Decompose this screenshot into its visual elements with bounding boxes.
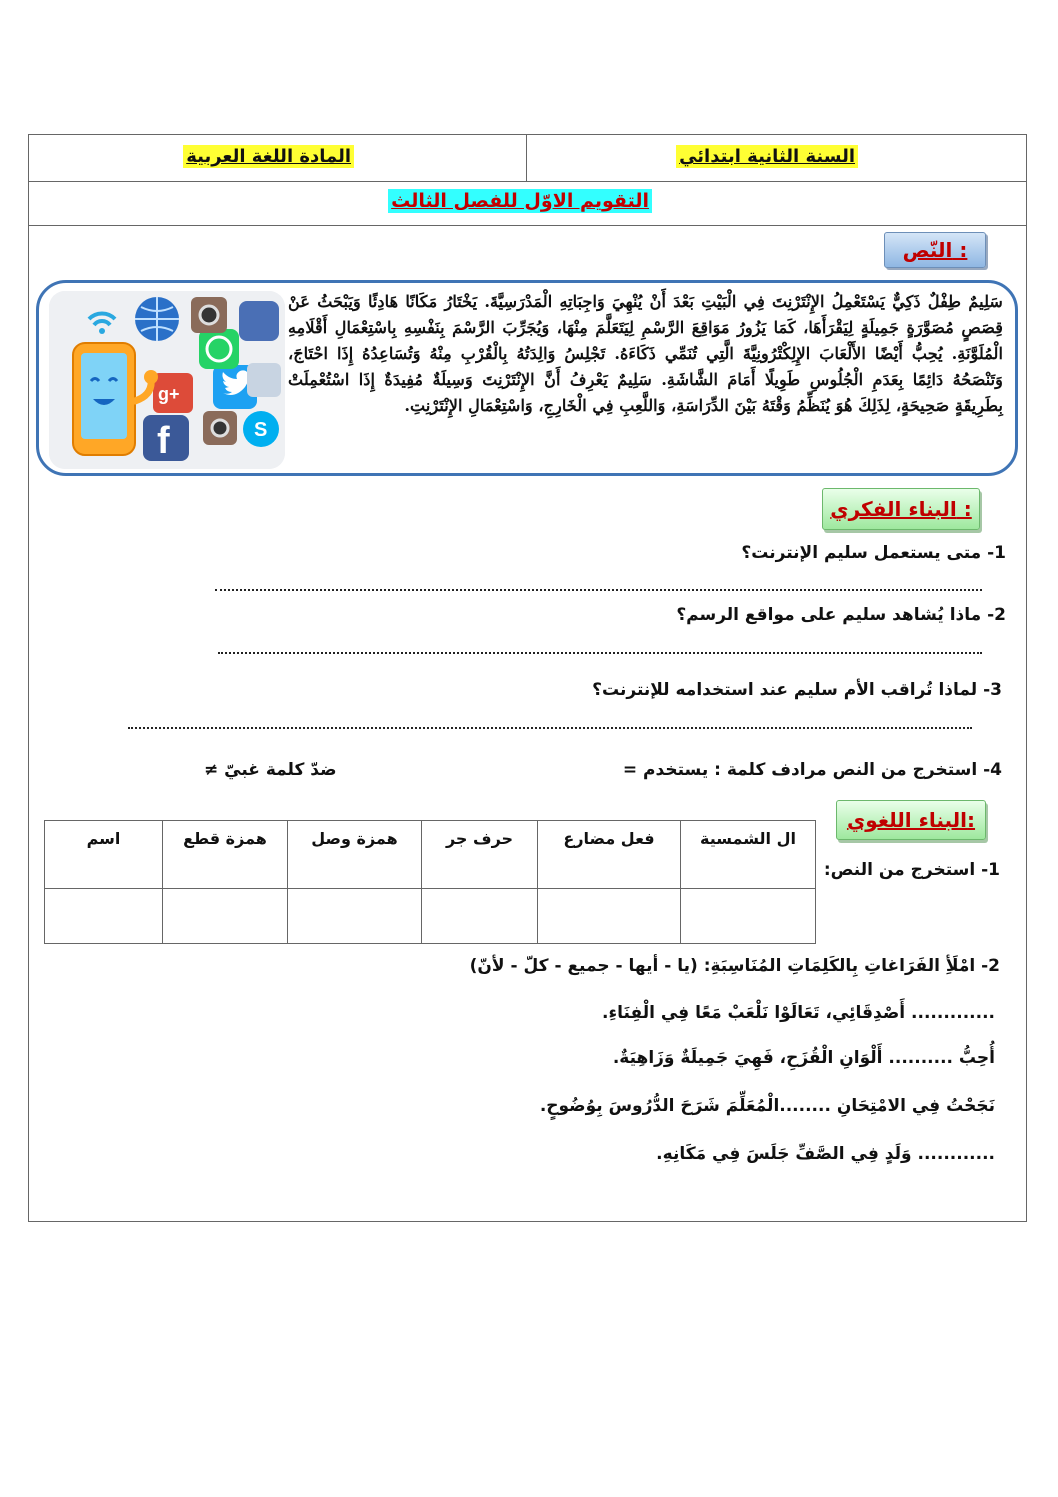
- reading-text-box: [36, 280, 1018, 476]
- text-section-label: النّص :: [884, 232, 986, 268]
- fill-sentence-4: ............ وَلَدٍ فِي الصَّفِّ جَلَسَ فِي مَكَانِهِ.: [656, 1144, 995, 1164]
- language-label: البناء اللغوي:: [836, 800, 986, 840]
- fill-sentence-2: أُحِبُّ .......... أَلْوَانِ الْقُزَحِ، فَهِيَ جَمِيلَةٌ وَزَاهِيَةٌ.: [612, 1048, 995, 1068]
- question-4-opposite: ضدّ كلمة غبيّ ≠: [204, 760, 337, 780]
- subject-label: المادة اللغة العربية: [183, 145, 354, 168]
- svg-text:g+: g+: [158, 384, 180, 404]
- reading-paragraph: سَلِيمٌ طِفْلٌ ذَكِيٌّ يَسْتَعْمِلُ الإِنْتَرْنِتَ فِي الْبَيْتِ بَعْدَ أَنْ يُنْهِيَ وَاجِبَاتِهِ الْمَدْرَسِيَّةَ. يَخْتَارُ مَكَانًا هَادِئًا وَيَبْحَثُ عَنْ قِصَصٍ مُصَوَّرَةٍ جَمِيلَةٍ لِيَقْرَأَهَا، كَمَا يَزُورُ مَوَاقِعَ الرَّسْمِ لِيَتَعَلَّمَ مِنْهَا، وَيُجَرِّبَ الرَّسْمَ بِنَفْسِهِ بِاسْتِعْمَالِ أَقْلَامِهِ الْمُلَوَّنَةِ. يُحِبُّ أَيْضًا الأَلْعَابَ الإِلِكْتْرُونِيَّةَ الَّتِي تُنَمِّي ذَكَاءَهُ. تَجْلِسُ وَالِدَتُهُ بِالْقُرْبِ مِنْهُ وَتُسَاعِدُهُ إِذَا احْتَاجَ، وَتَنْصَحُهُ دَائِمًا بِعَدَمِ الْجُلُوسِ طَوِيلًا أَمَامَ الشَّاشَةِ. سَلِيمٌ يَعْرِفُ أَنَّ الإِنْتَرْنِتَ وَسِيلَةٌ مُفِيدَةٌ إِذَا اسْتُعْمِلَتْ بِطَرِيقَةٍ صَحِيحَةٍ، لِذَلِكَ هُوَ يُنَظِّمُ وَقْتَهُ بَيْنَ الدِّرَاسَةِ، وَاللَّعِبِ فِي الْخَارِجِ، وَاسْتِعْمَالِ الإِنْتَرْنِتِ.: [288, 292, 1003, 415]
- table-answer-cell[interactable]: [163, 889, 288, 944]
- table-header-row: [45, 821, 816, 889]
- internet-illustration: [49, 291, 285, 469]
- fill-sentence-1: ............. أَصْدِقَائِي، تَعَالَوْا نَلْعَبْ مَعًا فِي الْفِنَاءِ.: [602, 1003, 995, 1023]
- grade-label: السنة الثانية ابتدائي: [676, 145, 858, 168]
- page-title: التقويم الاوّل للفصل الثالث: [388, 189, 652, 213]
- header-row: [29, 135, 1026, 182]
- app-tile-icon: [247, 363, 281, 397]
- answer-line-1[interactable]: [215, 589, 982, 591]
- grade-cell: [676, 146, 858, 167]
- table-header-cell: همزة قطع: [163, 821, 288, 889]
- table-header-cell: ال الشمسية: [681, 821, 816, 889]
- social-media-icons: [49, 291, 285, 469]
- question-4: 4- استخرج من النص مرادف كلمة : يستخدم =: [622, 760, 1002, 780]
- language-question-1: 1- استخرج من النص:: [823, 860, 1000, 880]
- table-answer-cell[interactable]: [538, 889, 681, 944]
- whatsapp-icon: [199, 329, 239, 369]
- title-row: [29, 182, 1026, 226]
- answer-line-3[interactable]: [128, 727, 972, 729]
- table-header-cell: فعل مضارع: [538, 821, 681, 889]
- skype-icon: [243, 411, 279, 447]
- table-answer-cell[interactable]: [681, 889, 816, 944]
- header-divider: [526, 135, 527, 181]
- table-answer-cell[interactable]: [422, 889, 538, 944]
- table-answer-cell[interactable]: [45, 889, 163, 944]
- table-header-cell: اسم: [45, 821, 163, 889]
- title-cell: [388, 190, 652, 212]
- table-answer-row: [45, 889, 816, 944]
- question-3: 3- لماذا تُراقب الأم سليم عند استخدامه للإنترنت؟: [592, 680, 1002, 700]
- app-tile-icon: [239, 301, 279, 341]
- svg-text:f: f: [157, 420, 170, 462]
- svg-text:S: S: [254, 419, 268, 441]
- table-answer-cell[interactable]: [288, 889, 422, 944]
- fill-sentence-3: نَجَحْتُ فِي الامْتِحَانِ ........الْمُعَلِّمَ شَرَحَ الدُّرُوسَ بِوُضُوحٍ.: [539, 1096, 995, 1116]
- table-header-cell: همزة وصل: [288, 821, 422, 889]
- google-plus-icon: [153, 373, 193, 413]
- question-1: 1- متى يستعمل سليم الإنترنت؟: [741, 543, 1006, 563]
- table-header-cell: حرف جر: [422, 821, 538, 889]
- language-question-2: 2- امْلَأِ الفَرَاغاتِ بِالكَلِمَاتِ المُنَاسِبَةِ: (يا - أيها - جميع - كلّ - لأنّ): [469, 956, 1000, 976]
- comprehension-label: البناء الفكري :: [822, 488, 980, 530]
- facebook-icon: [143, 415, 189, 462]
- question-2: 2- ماذا يُشاهد سليم على مواقع الرسم؟: [676, 605, 1006, 625]
- globe-icon: [135, 297, 179, 341]
- extraction-table: [44, 820, 816, 944]
- subject-cell: [183, 146, 354, 167]
- answer-line-2[interactable]: [218, 652, 982, 654]
